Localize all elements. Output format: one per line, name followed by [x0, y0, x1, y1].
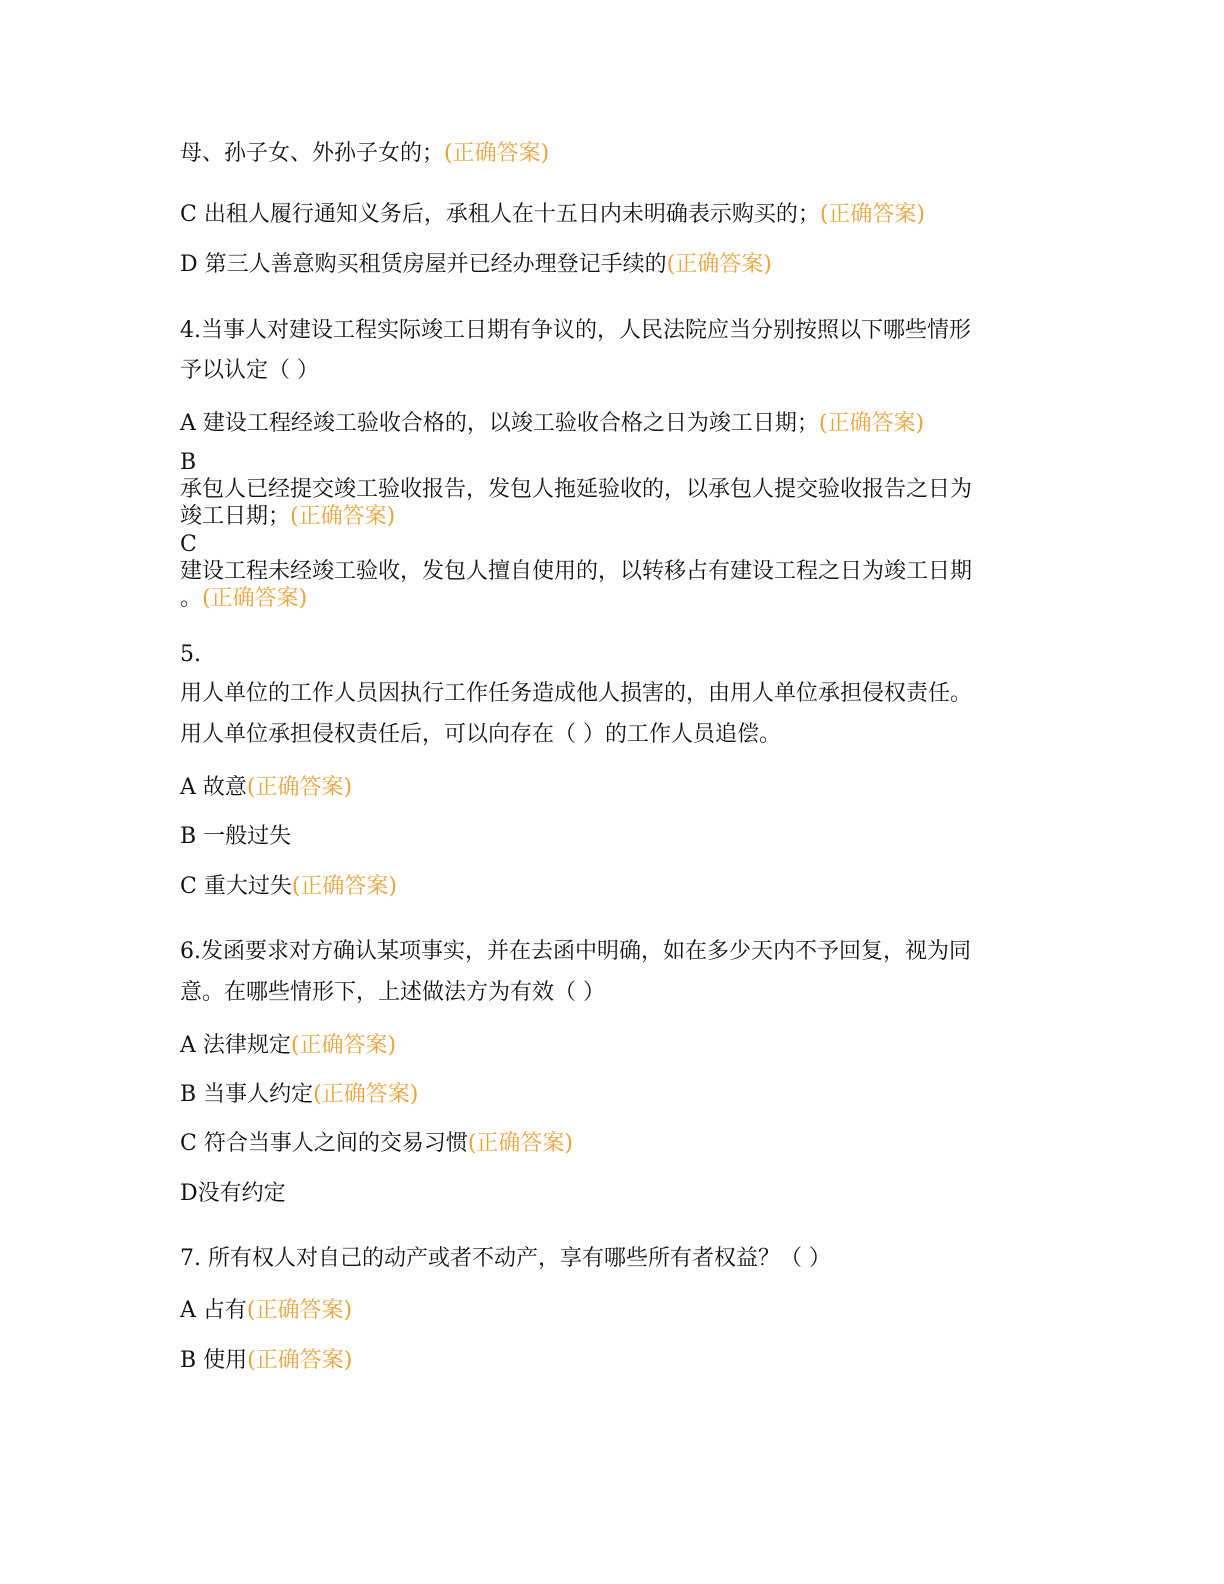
- q4-option-c-line-1: 建设工程未经竣工验收，发包人擅自使用的，以转移占有建设工程之日为竣工日期: [180, 559, 973, 584]
- q5-option-a: A 故意(正确答案): [180, 775, 353, 800]
- q5-stem-line-1: 用人单位的工作人员因执行工作任务造成他人损害的，由用人单位承担侵权责任。: [180, 681, 973, 706]
- q3-option-b-continuation: 母、孙子女、外孙子女的；(正确答案): [180, 141, 550, 166]
- correct-answer-mark: (正确答案): [246, 1298, 353, 1323]
- q4-option-b-letter: B: [180, 450, 197, 475]
- correct-answer-mark: (正确答案): [313, 1082, 419, 1107]
- q4-stem-line-1: 4.当事人对建设工程实际竣工日期有争议的，人民法院应当分别按照以下哪些情形: [180, 318, 971, 343]
- correct-answer-mark: (正确答案): [819, 202, 926, 227]
- q3-option-d: D 第三人善意购买租赁房屋并已经办理登记手续的(正确答案): [180, 252, 772, 277]
- q7-option-b: B 使用(正确答案): [180, 1348, 353, 1373]
- q3-option-c: C 出租人履行通知义务后，承租人在十五日内未明确表示购买的；(正确答案): [180, 202, 926, 227]
- correct-answer-mark: (正确答案): [666, 252, 772, 277]
- q6-stem-line-2: 意。在哪些情形下，上述做法方为有效（ ）: [180, 980, 605, 1005]
- correct-answer-mark: (正确答案): [290, 1033, 397, 1058]
- correct-answer-mark: (正确答案): [202, 586, 308, 611]
- correct-answer-mark: (正确答案): [818, 411, 925, 436]
- correct-answer-mark: (正确答案): [467, 1131, 573, 1156]
- q6-option-c: C 符合当事人之间的交易习惯(正确答案): [180, 1131, 573, 1156]
- q5-stem-line-2: 用人单位承担侵权责任后，可以向存在（ ）的工作人员追偿。: [180, 722, 781, 747]
- q4-stem-line-2: 予以认定（ ）: [180, 358, 319, 383]
- q4-option-c-letter: C: [180, 532, 197, 557]
- correct-answer-mark: (正确答案): [291, 874, 397, 899]
- q6-option-d: D没有约定: [180, 1181, 286, 1206]
- q4-option-a: A 建设工程经竣工验收合格的，以竣工验收合格之日为竣工日期；(正确答案): [180, 411, 925, 436]
- q5-number: 5.: [180, 642, 201, 667]
- correct-answer-mark: (正确答案): [246, 775, 353, 800]
- q6-option-a: A 法律规定(正确答案): [180, 1033, 397, 1058]
- correct-answer-mark: (正确答案): [247, 1348, 353, 1373]
- q4-option-b-line-2: 竣工日期；(正确答案): [180, 504, 396, 529]
- q6-option-b: B 当事人约定(正确答案): [180, 1082, 419, 1107]
- q4-option-c-line-2: 。(正确答案): [180, 586, 308, 611]
- correct-answer-mark: (正确答案): [444, 141, 550, 166]
- q7-stem: 7. 所有权人对自己的动产或者不动产，享有哪些所有者权益？（ ）: [180, 1246, 831, 1271]
- q7-option-a: A 占有(正确答案): [180, 1298, 353, 1323]
- q5-option-c: C 重大过失(正确答案): [180, 874, 397, 899]
- correct-answer-mark: (正确答案): [290, 504, 396, 529]
- q5-option-b: B 一般过失: [180, 824, 292, 849]
- q6-stem-line-1: 6.发函要求对方确认某项事实，并在去函中明确，如在多少天内不予回复，视为同: [180, 939, 971, 964]
- q4-option-b-line-1: 承包人已经提交竣工验收报告，发包人拖延验收的，以承包人提交验收报告之日为: [180, 477, 973, 502]
